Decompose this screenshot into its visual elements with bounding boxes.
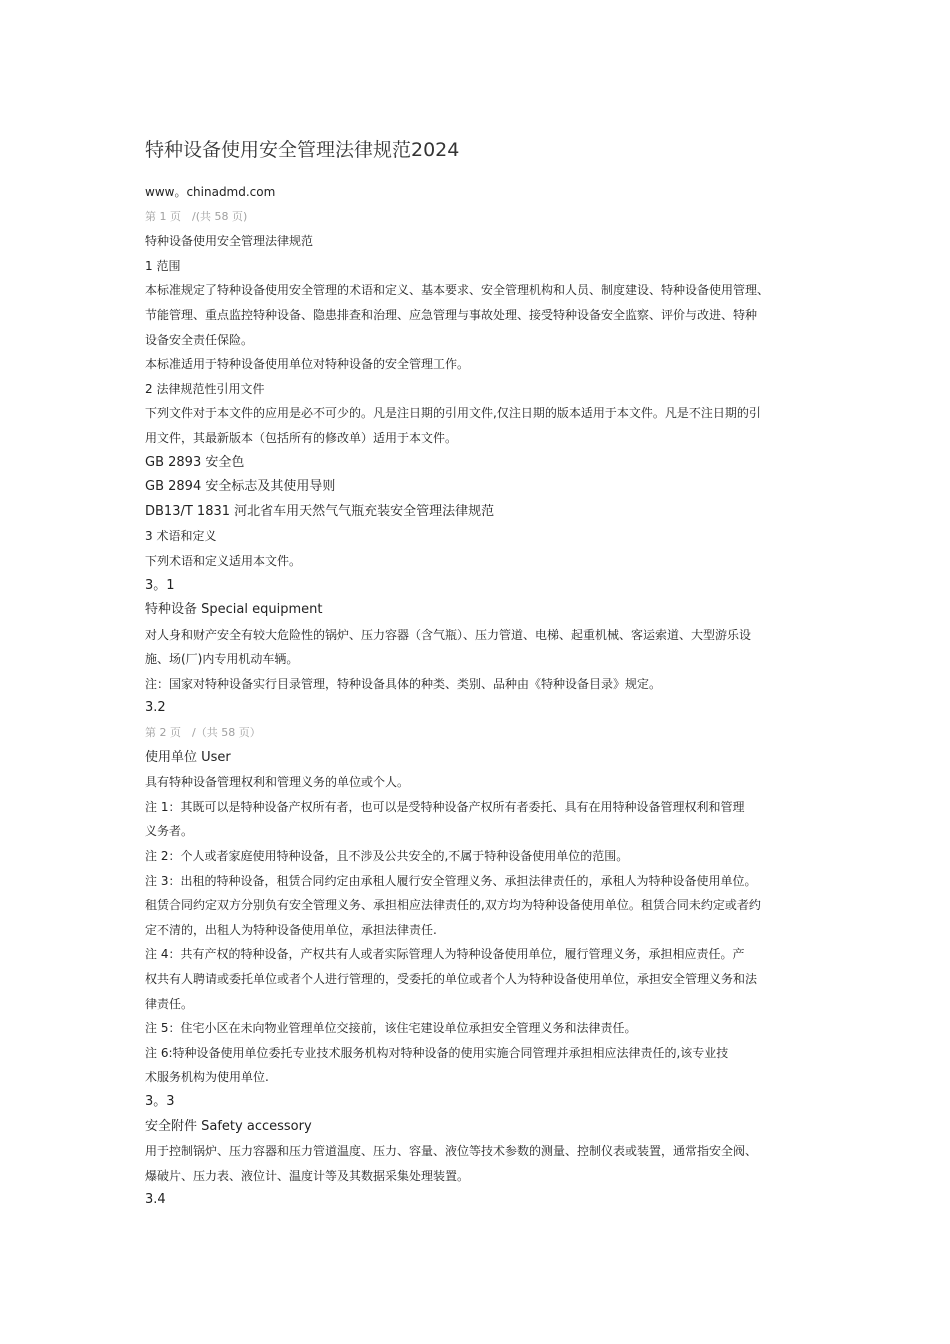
document-title: 特种设备使用安全管理法律规范2024 bbox=[145, 139, 460, 161]
text-line: 3。3 bbox=[145, 1093, 175, 1109]
text-line: 律责任。 bbox=[145, 996, 194, 1011]
page-number-marker: 第 2 页 /（共 58 页） bbox=[145, 726, 261, 740]
text-line: 注 2：个人或者家庭使用特种设备，且不涉及公共安全的,不属于特种设备使用单位的范围。 bbox=[145, 849, 629, 864]
text-line: 用于控制锅炉、压力容器和压力管道温度、压力、容量、液位等技术参数的测量、控制仪表或装置，通常指安全阀、 bbox=[145, 1144, 758, 1159]
text-line: 2 法律规范性引用文件 bbox=[145, 381, 265, 396]
website-url: www。chinadmd.com bbox=[145, 185, 276, 199]
text-line: 3.2 bbox=[145, 700, 166, 716]
text-line: 注 5：住宅小区在未向物业管理单位交接前，该住宅建设单位承担安全管理义务和法律责任。 bbox=[145, 1021, 637, 1036]
text-line: 施、场(厂)内专用机动车辆。 bbox=[145, 652, 299, 667]
text-line: 3。1 bbox=[145, 577, 175, 593]
text-line: GB 2894 安全标志及其使用导则 bbox=[145, 479, 336, 495]
text-line: 本标准规定了特种设备使用安全管理的术语和定义、基本要求、安全管理机构和人员、制度建设、特种设备使用管理、 bbox=[145, 283, 770, 298]
text-line: 下列术语和定义适用本文件。 bbox=[145, 553, 302, 568]
text-line: 设备安全责任保险。 bbox=[145, 332, 254, 347]
text-line: 注 1：其既可以是特种设备产权所有者，也可以是受特种设备产权所有者委托、具有在用特种设备管理权利和管理 bbox=[145, 799, 745, 814]
text-line: 用文件，其最新版本（包括所有的修改单）适用于本文件。 bbox=[145, 430, 458, 445]
text-line: 特种设备使用安全管理法律规范 bbox=[145, 234, 314, 249]
text-line: 具有特种设备管理权利和管理义务的单位或个人。 bbox=[145, 775, 410, 790]
text-line: 注 6:特种设备使用单位委托专业技术服务机构对特种设备的使用实施合同管理并承担相应法律责任的,该专业技 bbox=[145, 1045, 729, 1060]
text-line: 租赁合同约定双方分别负有安全管理义务、承担相应法律责任的,双方均为特种设备使用单位。租赁合同未约定或者约 bbox=[145, 898, 761, 913]
text-line: 注：国家对特种设备实行目录管理，特种设备具体的种类、类别、品种由《特种设备目录》规定。 bbox=[145, 676, 662, 691]
document-body bbox=[145, 205, 810, 1213]
text-line: 定不清的，出租人为特种设备使用单位，承担法律责任. bbox=[145, 922, 437, 937]
text-line: 3.4 bbox=[145, 1192, 166, 1208]
text-line: 3 术语和定义 bbox=[145, 529, 217, 544]
text-line: DB13/T 1831 河北省车用天然气气瓶充装安全管理法律规范 bbox=[145, 503, 495, 519]
text-line: 对人身和财产安全有较大危险性的锅炉、压力容器（含气瓶）、压力管道、电梯、起重机械、客运索道、大型游乐设 bbox=[145, 627, 752, 642]
text-line: 使用单位 User bbox=[145, 749, 231, 765]
text-line: 义务者。 bbox=[145, 824, 194, 839]
text-line: 术服务机构为使用单位. bbox=[145, 1070, 269, 1085]
text-line: 权共有人聘请或委托单位或者个人进行管理的，受委托的单位或者个人为特种设备使用单位，承担安全管理义务和法 bbox=[145, 972, 758, 986]
text-line: 下列文件对于本文件的应用是必不可少的。凡是注日期的引用文件,仅注日期的版本适用于本文件。凡是不注日期的引 bbox=[145, 406, 761, 421]
text-line: 爆破片、压力表、液位计、温度计等及其数据采集处理装置。 bbox=[145, 1168, 470, 1183]
page-number-marker: 第 1 页 /(共 58 页) bbox=[145, 209, 248, 223]
text-line: 安全附件 Safety accessory bbox=[145, 1118, 312, 1134]
text-line: 特种设备 Special equipment bbox=[145, 602, 323, 618]
text-line: GB 2893 安全色 bbox=[145, 454, 245, 470]
text-line: 注 4：共有产权的特种设备，产权共有人或者实际管理人为特种设备使用单位，履行管理义务，承担相应责任。产 bbox=[145, 947, 745, 962]
text-line: 本标准适用于特种设备使用单位对特种设备的安全管理工作。 bbox=[145, 357, 470, 372]
text-line: 1 范围 bbox=[145, 258, 181, 273]
text-line: 注 3：出租的特种设备，租赁合同约定由承租人履行安全管理义务、承担法律责任的，承租人为特种设备使用单位。 bbox=[145, 873, 757, 888]
text-line: 节能管理、重点监控特种设备、隐患排查和治理、应急管理与事故处理、接受特种设备安全监察、评价与改进、特种 bbox=[145, 307, 758, 322]
document-page bbox=[145, 136, 810, 1213]
